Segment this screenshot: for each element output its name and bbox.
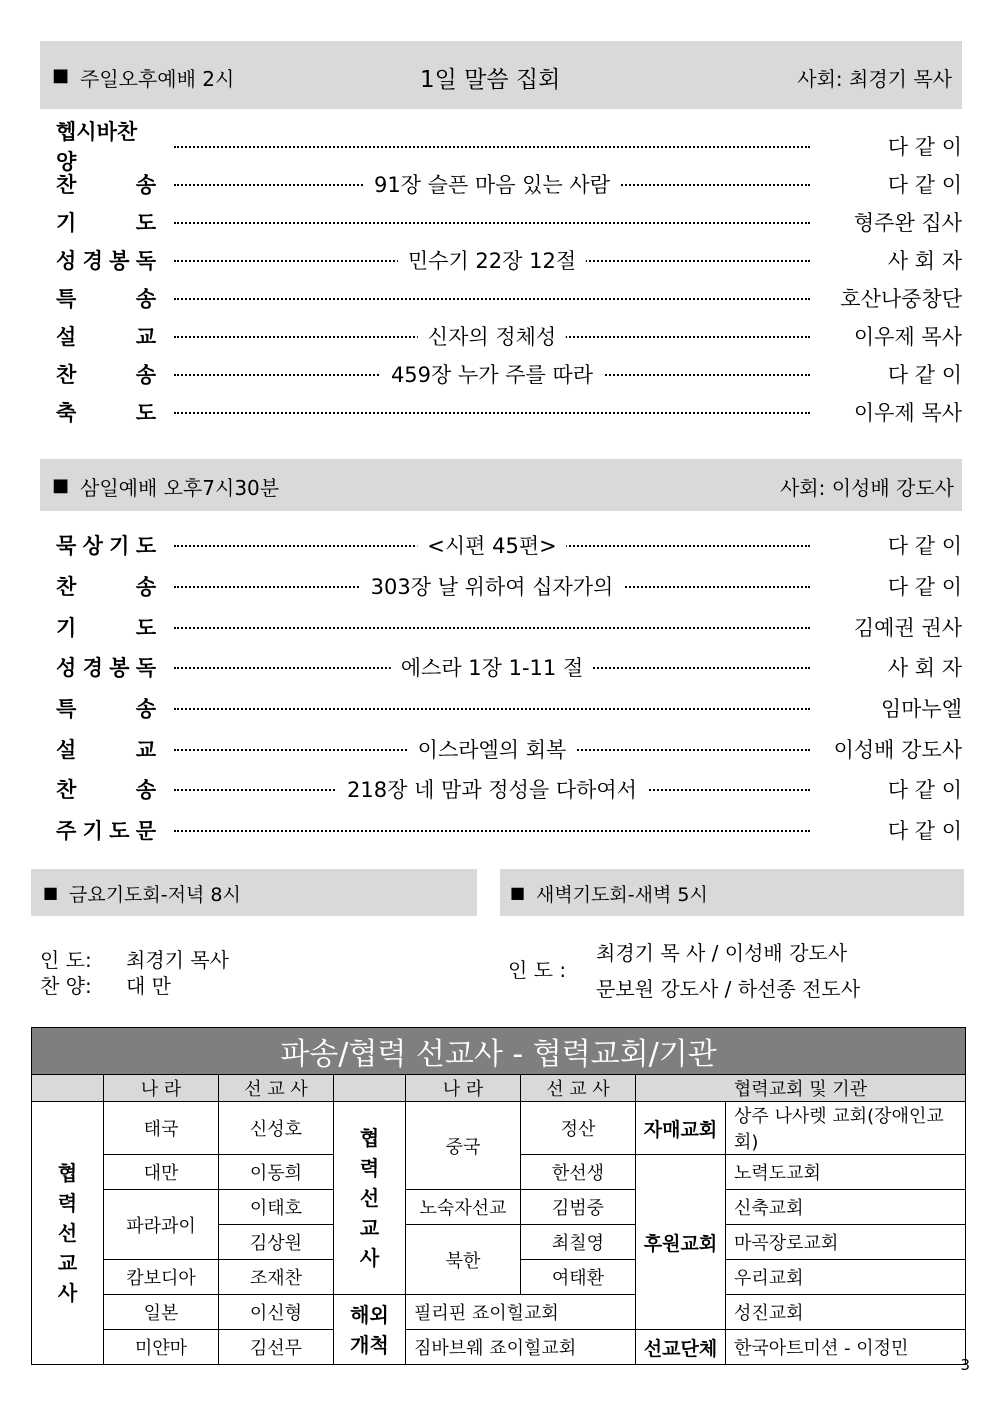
order-row <box>56 728 962 769</box>
dotted-leader <box>174 203 810 241</box>
dotted-leader <box>174 769 810 810</box>
order-row <box>56 525 962 566</box>
sister-church: 상주 나사렛 교회(장애인교회) <box>726 1102 966 1155</box>
order-item: 설 교 <box>56 737 156 762</box>
support-church: 우리교회 <box>726 1260 966 1295</box>
sent-missionary: 이동희 <box>219 1155 334 1190</box>
header-country: 나 라 <box>406 1075 521 1102</box>
friday-prayer-title: 금요기도회-저녁 8시 <box>69 884 241 906</box>
coop-missionaries-label: 협 력 선 교 사 <box>334 1102 406 1295</box>
dawn-lead-line1: 최경기 목 사 / 이성배 강도사 <box>596 941 848 965</box>
order-content: 218장 네 맘과 정성을 다하여서 <box>337 774 647 804</box>
support-church-label: 후원교회 <box>636 1155 726 1330</box>
sent-country: 미얀마 <box>104 1330 219 1365</box>
support-church: 신축교회 <box>726 1190 966 1225</box>
friday-praise-value: 대 만 <box>126 974 171 998</box>
missions-table <box>31 1027 966 1365</box>
sunday-service-theme: 1일 말씀 집회 <box>420 67 561 93</box>
sunday-service-title: 주일오후예배 2시 <box>80 67 235 91</box>
order-item: 기 도 <box>56 615 156 640</box>
order-item: 기 도 <box>56 211 156 235</box>
dotted-leader <box>174 647 810 688</box>
friday-lead-value: 최경기 목사 <box>126 948 229 972</box>
dawn-prayer-title: 새벽기도회-새벽 5시 <box>536 884 708 906</box>
sent-missionary: 신성호 <box>219 1102 334 1155</box>
order-person: 임마누엘 <box>880 697 962 722</box>
order-content: 민수기 22장 12절 <box>398 245 586 275</box>
header-missionary: 선 교 사 <box>521 1075 636 1102</box>
square-bullet-icon: ■ <box>510 883 526 902</box>
friday-praise-label: 찬 양: <box>40 974 92 998</box>
order-item: 축 도 <box>56 401 156 425</box>
header-blank <box>334 1075 406 1102</box>
header-country: 나 라 <box>104 1075 219 1102</box>
header-partners: 협력교회 및 기관 <box>636 1075 966 1102</box>
sent-country: 캄보디아 <box>104 1260 219 1295</box>
wednesday-order-of-service <box>56 525 962 851</box>
order-person: 다 같 이 <box>887 778 962 803</box>
support-church: 마곡장로교회 <box>726 1225 966 1260</box>
order-row <box>56 606 962 647</box>
support-church: 성진교회 <box>726 1295 966 1330</box>
missions-title: 파송/협력 선교사 - 협력교회/기관 <box>32 1028 966 1075</box>
dotted-leader <box>174 127 810 165</box>
order-row <box>56 203 962 241</box>
coop-country: 중국 <box>406 1102 521 1190</box>
friday-prayer-header <box>31 869 477 916</box>
coop-missionary: 여태환 <box>521 1260 636 1295</box>
mission-org-label: 선교단체 <box>636 1330 726 1365</box>
wednesday-service-host: 사회: 이성배 강도사 <box>779 476 954 500</box>
page-number: 3 <box>960 1356 970 1374</box>
order-item: 헵시바찬양 <box>56 120 138 174</box>
order-item: 성 경 봉 독 <box>56 656 156 681</box>
order-row <box>56 165 962 203</box>
dotted-leader <box>174 279 810 317</box>
sunday-service-host: 사회: 최경기 목사 <box>797 67 952 91</box>
sunday-service-header <box>40 41 962 109</box>
coop-missionary: 최칠영 <box>521 1225 636 1260</box>
sent-missionary: 이태호 <box>219 1190 334 1225</box>
order-row <box>56 769 962 810</box>
wednesday-service-header <box>40 459 962 511</box>
sent-country: 태국 <box>104 1102 219 1155</box>
sister-church-label: 자매교회 <box>636 1102 726 1155</box>
order-item: 설 교 <box>56 325 156 349</box>
order-item: 특 송 <box>56 697 156 722</box>
order-content: 459장 누가 주를 따라 <box>381 359 603 389</box>
order-person: 다 같 이 <box>887 819 962 844</box>
coop-country: 노숙자선교 <box>406 1190 521 1225</box>
order-item: 찬 송 <box>56 173 156 197</box>
coop-missionary: 김범중 <box>521 1190 636 1225</box>
order-person: 다 같 이 <box>887 575 962 600</box>
dotted-leader <box>174 810 810 851</box>
order-content: 신자의 정체성 <box>418 321 566 351</box>
order-person: 형주완 집사 <box>853 211 962 235</box>
order-person: 사 회 자 <box>887 656 962 681</box>
overseas-label: 해외 개척 <box>334 1295 406 1365</box>
sent-country: 대만 <box>104 1155 219 1190</box>
order-content: <시편 45편> <box>417 530 566 560</box>
order-person: 이성배 강도사 <box>833 737 962 762</box>
overseas-church: 짐바브웨 죠이힐교회 <box>406 1330 636 1365</box>
order-item: 찬 송 <box>56 778 156 803</box>
order-person: 이우제 목사 <box>853 401 962 425</box>
order-content: 이스라엘의 회복 <box>408 734 577 764</box>
square-bullet-icon: ■ <box>52 65 70 86</box>
sent-country: 일본 <box>104 1295 219 1330</box>
sent-country: 파라과이 <box>104 1190 219 1260</box>
coop-country: 북한 <box>406 1225 521 1295</box>
dotted-leader <box>174 606 810 647</box>
mission-org: 한국아트미션 - 이정민 <box>726 1330 966 1365</box>
dotted-leader <box>174 393 810 431</box>
sent-missionary: 이신형 <box>219 1295 334 1330</box>
sent-missionary: 김선무 <box>219 1330 334 1365</box>
order-person: 다 같 이 <box>887 135 962 159</box>
order-item: 주 기 도 문 <box>56 819 156 844</box>
header-missionary: 선 교 사 <box>219 1075 334 1102</box>
sunday-order-of-service <box>56 120 962 431</box>
dotted-leader <box>174 165 810 203</box>
order-content: 91장 슬픈 마음 있는 사람 <box>364 169 620 199</box>
order-row <box>56 355 962 393</box>
dotted-leader <box>174 355 810 393</box>
order-row <box>56 393 962 431</box>
dawn-lead-label: 인 도 : <box>508 958 567 982</box>
order-person: 이우제 목사 <box>853 325 962 349</box>
dotted-leader <box>174 241 810 279</box>
order-row <box>56 317 962 355</box>
order-item: 성 경 봉 독 <box>56 249 156 273</box>
friday-lead-label: 인 도: <box>40 948 92 972</box>
dawn-prayer-header <box>500 869 964 916</box>
square-bullet-icon: ■ <box>43 883 59 902</box>
dotted-leader <box>174 566 810 607</box>
order-item: 특 송 <box>56 287 156 311</box>
order-person: 사 회 자 <box>887 249 962 273</box>
coop-missionary: 정산 <box>521 1102 636 1155</box>
order-item: 찬 송 <box>56 363 156 387</box>
order-person: 다 같 이 <box>887 173 962 197</box>
dotted-leader <box>174 728 810 769</box>
order-row <box>56 241 962 279</box>
order-row <box>56 120 962 174</box>
support-church: 노력도교회 <box>726 1155 966 1190</box>
order-row <box>56 566 962 607</box>
dotted-leader <box>174 525 810 566</box>
order-row <box>56 647 962 688</box>
wednesday-service-title: 삼일예배 오후7시30분 <box>80 476 280 500</box>
order-item: 찬 송 <box>56 575 156 600</box>
order-row <box>56 279 962 317</box>
order-item: 묵 상 기 도 <box>56 534 156 559</box>
order-person: 호산나중창단 <box>840 287 962 311</box>
order-content: 303장 날 위하여 십자가의 <box>361 571 624 601</box>
overseas-church: 필리핀 죠이힐교회 <box>406 1295 636 1330</box>
square-bullet-icon: ■ <box>52 475 70 496</box>
order-content: 에스라 1장 1-11 절 <box>391 652 593 682</box>
sent-missionaries-label: 협 력 선 교 사 <box>32 1102 104 1365</box>
coop-missionary: 한선생 <box>521 1155 636 1190</box>
dawn-lead-line2: 문보원 강도사 / 하선종 전도사 <box>596 977 861 1001</box>
dotted-leader <box>174 688 810 729</box>
order-person: 다 같 이 <box>887 534 962 559</box>
sent-missionary: 조재찬 <box>219 1260 334 1295</box>
sent-missionary: 김상원 <box>219 1225 334 1260</box>
header-blank <box>32 1075 104 1102</box>
order-person: 다 같 이 <box>887 363 962 387</box>
order-row <box>56 810 962 851</box>
order-person: 김예권 권사 <box>853 615 962 640</box>
order-row <box>56 688 962 729</box>
dotted-leader <box>174 317 810 355</box>
